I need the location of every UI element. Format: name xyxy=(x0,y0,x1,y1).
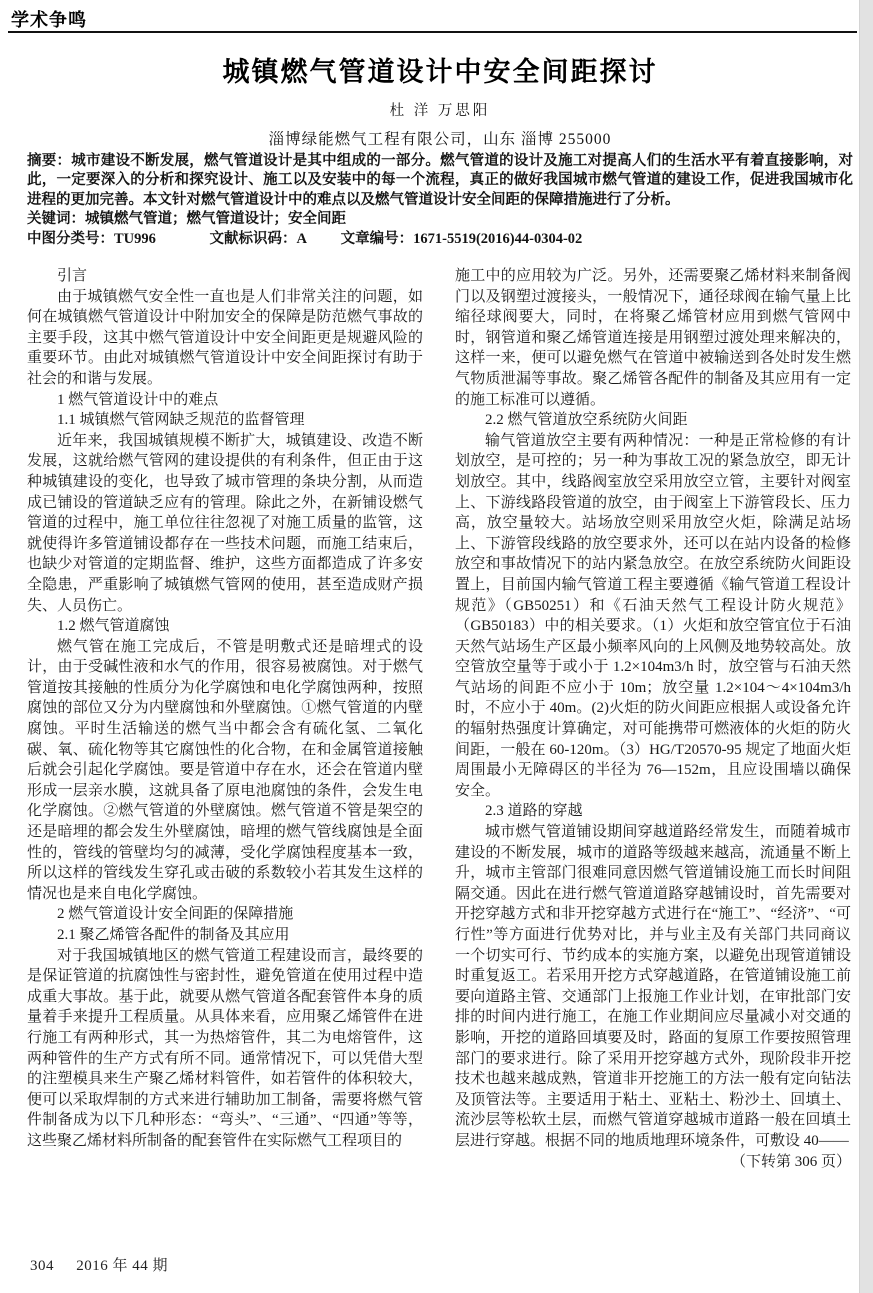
article-affiliation: 淄博绿能燃气工程有限公司，山东 淄博 255000 xyxy=(268,131,612,148)
section-heading-1: 1 燃气管道设计中的难点 xyxy=(57,391,219,408)
body-paragraph: 城市燃气管道铺设期间穿越道路经常发生，而随着城市建设的不断发展，城市的道路等级越来越高，流通量不断上升，城市主管部门很难同意因燃气管道铺设施工而长时间阻隔交通。因此在进行燃气管道道路穿越铺设时，首先需要对开挖穿越方式和非开挖穿越方式进行在“施工”、“经济”、“可行性”等方面进行优势对比，并与业主及有关部门共同商议一个切实可行、节约成本的实施方案，以避免出现管道铺设时重复返工。若采用开挖方式穿越道路，在管道铺设施工前要向道路主管、交通部门上报施工作业计划，在审批部门安排的时间内进行施工，在施工作业期间应尽量减小对交通的影响，开挖的道路回填要及时，路面的复原工作要按照管理部门的要求进行。除了采用开挖穿越方式外，现阶段非开挖技术也越来越成熟，管道非开挖施工的方法一般有定向钻法及顶管法等。主要适用于粘土、亚粘土、粉沙土、回填土、流沙层等松软土层，而燃气管道穿越城市道路一般在回填土层进行穿越。根据不同的地质地理环境条件，可敷设 40—— xyxy=(455,824,851,1149)
article-title: 城镇燃气管道设计中安全间距探讨 xyxy=(222,57,658,87)
classification-line xyxy=(27,230,853,249)
abstract-text: 摘要：城市建设不断发展，燃气管道设计是其中组成的一部分。燃气管道的设计及施工对提高人们的生活水平有着直接影响，对此，一定要深入的分析和探究设计、施工以及安装中的每一个流程，真正的做好我国城市燃气管道的建设工作，促进我国城市化进程的更加完善。本文针对燃气管道设计中的难点以及燃气管道设计安全间距的保障措施进行了分析。 xyxy=(27,153,853,208)
left-column xyxy=(27,266,423,1172)
section-heading-intro: 引言 xyxy=(57,268,88,284)
title-block xyxy=(27,50,853,149)
section-heading-1-1: 1.1 城镇燃气管网缺乏规范的监督管理 xyxy=(57,412,305,429)
body-paragraph: 输气管道放空主要有两种情况：一种是正常检修的有计划放空，是可控的；另一种为事故工况的紧急放空，即无计划放空。其中，线路阀室放空采用放空立管，主要针对阀室上、下游线路段管道的放空，由于阀室上下游管段长、压力高，放空量较大。站场放空则采用放空火炬，除满足站场上、下游管段线路的放空要求外，还可以在站内设备的检修放空和事故情况下的站内紧急放空。在放空系统防火间距设置上，目前国内输气管道工程主要遵循《输气管道工程设计规范》（GB50251）和《石油天然气工程设计防火规范》（GB50183）中的相关要求。（1）火炬和放空管宜位于石油天然气站场生产区最小频率风向的上风侧及地势较高处。放空管放空量等于或小于 1.2×104m3/h 时，放空管与石油天然气站场的间距不应小于 10m；放空量 1.2×104～4×104m3/h 时，不应小于 40m。(2)火炬的防火间距应根据人或设备允许的辐射热强度计算确定，对可能携带可燃液体的火炬的防火间距，一般在 60-120m。（3）HG/T20570-95 规定了地面火炬周围最小无障碍区的半径为 76—152m，且应设围墙以确保安全。 xyxy=(455,432,851,799)
document-code: 文献标识码：A xyxy=(209,230,308,247)
header-divider xyxy=(8,31,857,33)
body-paragraph: 对于我国城镇地区的燃气管道工程建设而言，最终要的是保证管道的抗腐蚀性与密封性，避免管道在使用过程中造成重大事故。基于此，就要从燃气管道各配套管件本身的质量着手来提升工程质量。从具体来看，应用聚乙烯管件在进行施工有两种形式，其一为热熔管件，其二为电熔管件，这两种管件的生产方式有所不同。通常情况下，可以凭借大型的注塑模具来生产聚乙烯材料管件，如若管件的体积较大，便可以采取焊制的方式来进行辅助加工制备，需要将燃气管件制备成为以下几种形态：“弯头”、“三通”、“四通”等等，这些聚乙烯材料所制备的配套管件在实际燃气工程项目的 xyxy=(27,947,423,1149)
column-section-label: 学术争鸣 xyxy=(11,10,87,30)
body-paragraph: 由于城镇燃气安全性一直也是人们非常关注的问题，如何在城镇燃气管道设计中附加安全的保障是防范燃气事故的主要手段，这其中燃气管道设计中安全间距更是规避风险的重要环节。由此对城镇燃气管道设计中安全间距探讨有助于社会的和谐与发展。 xyxy=(27,288,423,387)
keywords-text: 关键词：城镇燃气管道；燃气管道设计；安全间距 xyxy=(27,211,346,228)
right-column xyxy=(455,266,851,1172)
issue-label: 2016 年 44 期 xyxy=(76,1258,169,1274)
continued-on-page-note: （下转第 306 页） xyxy=(730,1153,851,1170)
body-paragraph: 燃气管在施工完成后，不管是明敷式还是暗埋式的设计，由于受碱性液和水气的作用，很容易被腐蚀。对于燃气管道按其接触的性质分为化学腐蚀和电化学腐蚀两种，按照腐蚀的部位又分为内壁腐蚀和外壁腐蚀。①燃气管道的内壁腐蚀。平时生活输送的燃气当中都会含有硫化氢、二氧化碳、氧、硫化物等其它腐蚀性的化合物，在和金属管道接触后就会引起化学腐蚀。要是管道中存在水，还会在管道内壁形成一层亲水膜，这就具备了原电池腐蚀的条件，会发生电化学腐蚀。②燃气管道的外壁腐蚀。燃气管道不管是架空的还是暗埋的都会发生外壁腐蚀，暗埋的燃气管线腐蚀是全面性的，管线的管壁均匀的减薄，受化学腐蚀程度基本一致，所以这样的管线发生穿孔或击破的系数较小若其发生这样的情况也是来自电化学腐蚀。 xyxy=(27,638,423,902)
page-footer xyxy=(30,1254,168,1275)
article-meta-block xyxy=(27,152,853,249)
section-heading-1-2: 1.2 燃气管道腐蚀 xyxy=(57,618,170,635)
section-heading-2-1: 2.1 聚乙烯管各配件的制备及其应用 xyxy=(57,927,290,943)
section-heading-2-3: 2.3 道路的穿越 xyxy=(485,803,583,820)
continued-paragraph: 施工中的应用较为广泛。另外，还需要聚乙烯材料来制备阀门以及钢塑过渡接头，一般情况下，通径球阀在输气量上比缩径球阀要大，同时，在将聚乙烯管材应用到燃气管网中时，钢管道和聚乙烯管道连接是用钢塑过渡处理来解决的，这样一来，便可以避免燃气在管道中被输送到各处时发生燃气物质泄漏等事故。聚乙烯管各配件的制备及其应用有一定的施工标准可以遵循。 xyxy=(455,268,851,408)
section-heading-2-2: 2.2 燃气管道放空系统防火间距 xyxy=(485,412,688,429)
scan-edge-strip xyxy=(859,0,873,1293)
body-paragraph: 近年来，我国城镇规模不断扩大，城镇建设、改造不断发展，这就给燃气管网的建设提供的有利条件，但正由于这种城镇建设的变化，也导致了城市管理的条块分割，从而造成已铺设的管道缺乏应有的管理。除此之外，在新铺设燃气管道的过程中，施工单位往往忽视了对施工质量的监管，这就使得许多管道铺设都存在一些技术问题，而施工结束后，也缺少对管道的定期监督、维护，这些方面都造成了许多安全隐患，严重影响了城镇燃气管网的使用，甚至造成财产损失、人员伤亡。 xyxy=(27,432,423,614)
article-authors: 杜 洋 万思阳 xyxy=(389,103,491,119)
article-number: 文章编号：1671-5519(2016)44-0304-02 xyxy=(340,230,583,247)
clc-number: 中图分类号：TU996 xyxy=(27,230,156,247)
article-body xyxy=(27,266,851,1172)
page-number: 304 xyxy=(30,1258,54,1274)
section-heading-2: 2 燃气管道设计安全间距的保障措施 xyxy=(57,906,294,923)
